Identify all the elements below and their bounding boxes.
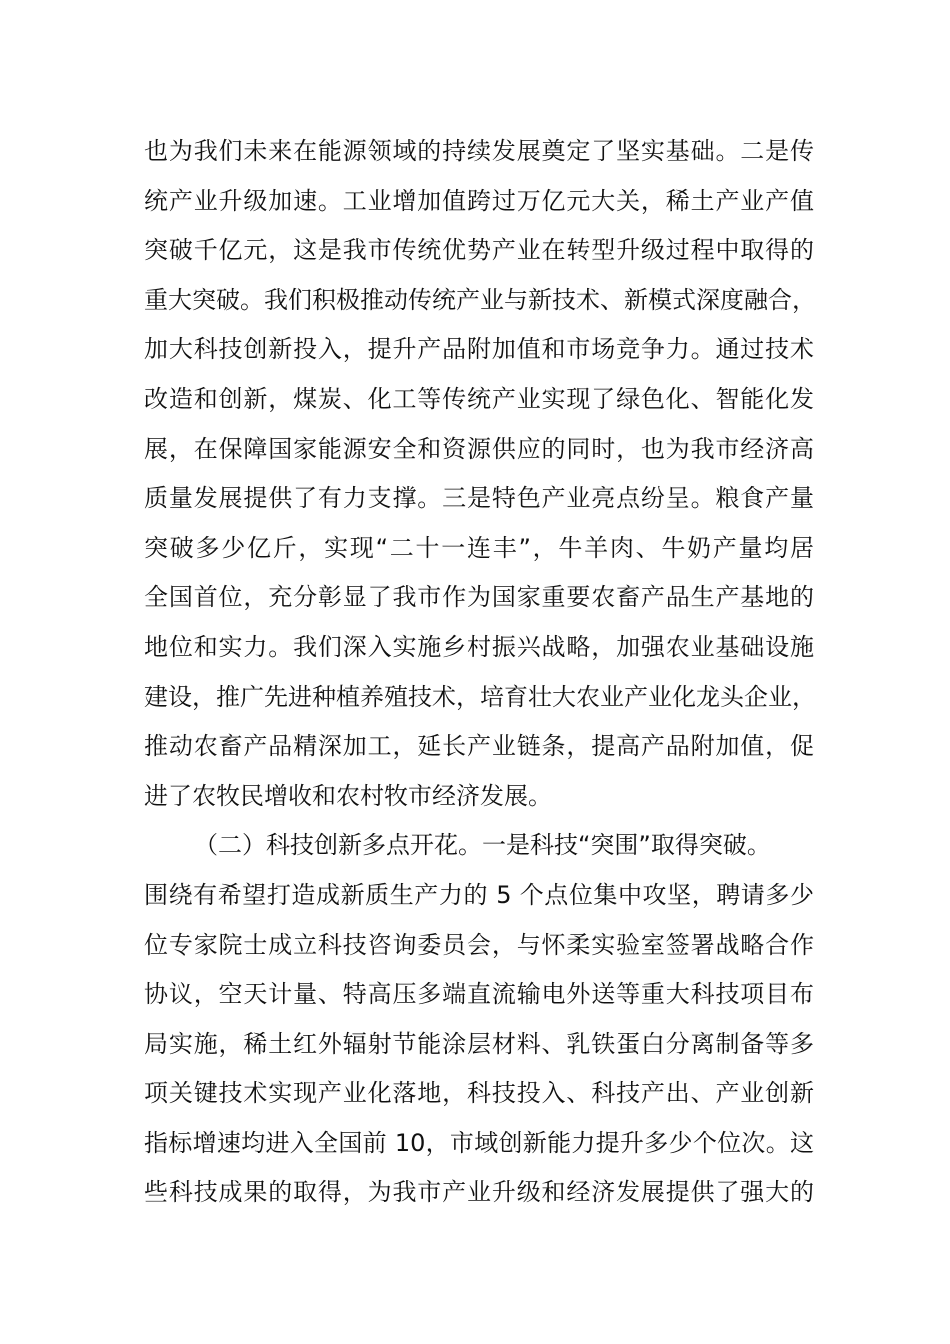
text-line: 加大科技创新投入，提升产品附加值和市场竞争力。通过技术 (144, 335, 814, 364)
text-line: 质量发展提供了有力支撑。三是特色产业亮点纷呈。粮食产量 (144, 484, 814, 513)
document-body (144, 127, 814, 1218)
text-line: 位专家院士成立科技咨询委员会，与怀柔实验室签署战略合作 (144, 930, 814, 959)
text-line: 突破千亿元，这是我市传统优势产业在转型升级过程中取得的 (144, 236, 814, 265)
text-line: 些科技成果的取得，为我市产业升级和经济发展提供了强大的 (144, 1178, 814, 1207)
text-line: 指标增速均进入全国前 10，市域创新能力提升多少个位次。这 (144, 1128, 814, 1157)
text-line: 协议，空天计量、特高压多端直流输电外送等重大科技项目布 (144, 980, 814, 1009)
text-line: 局实施，稀土红外辐射节能涂层材料、乳铁蛋白分离制备等多 (144, 1029, 814, 1058)
text-line: 推动农畜产品精深加工，延长产业链条，提高产品附加值，促 (144, 732, 814, 761)
section-heading-line: （二）科技创新多点开花。一是科技“突围”取得突破。 (194, 831, 771, 860)
text-line: 也为我们未来在能源领域的持续发展奠定了坚实基础。二是传 (144, 137, 814, 165)
paragraph-industry-upgrade (144, 127, 814, 821)
text-line: 重大突破。我们积极推动传统产业与新技术、新模式深度融合， (144, 285, 816, 314)
text-line: 围绕有希望打造成新质生产力的 5 个点位集中攻坚，聘请多少 (144, 880, 814, 909)
text-line: 统产业升级加速。工业增加值跨过万亿元大关，稀土产业产值 (144, 186, 814, 215)
text-line: 地位和实力。我们深入实施乡村振兴战略，加强农业基础设施 (144, 632, 814, 661)
text-line: 突破多少亿斤，实现“二十一连丰”，牛羊肉、牛奶产量均居 (144, 533, 814, 562)
text-line: 改造和创新，煤炭、化工等传统产业实现了绿色化、智能化发 (144, 384, 814, 413)
text-line: 建设，推广先进种植养殖技术，培育壮大农业产业化龙头企业， (144, 682, 816, 711)
text-line: 全国首位，充分彰显了我市作为国家重要农畜产品生产基地的 (144, 583, 814, 612)
text-line: 展，在保障国家能源安全和资源供应的同时，也为我市经济高 (144, 434, 814, 463)
paragraph-tech-innovation (144, 821, 814, 1218)
text-line: 进了农牧民增收和农村牧市经济发展。 (144, 781, 552, 810)
text-line: 项关键技术实现产业化落地，科技投入、科技产出、产业创新 (144, 1079, 814, 1108)
